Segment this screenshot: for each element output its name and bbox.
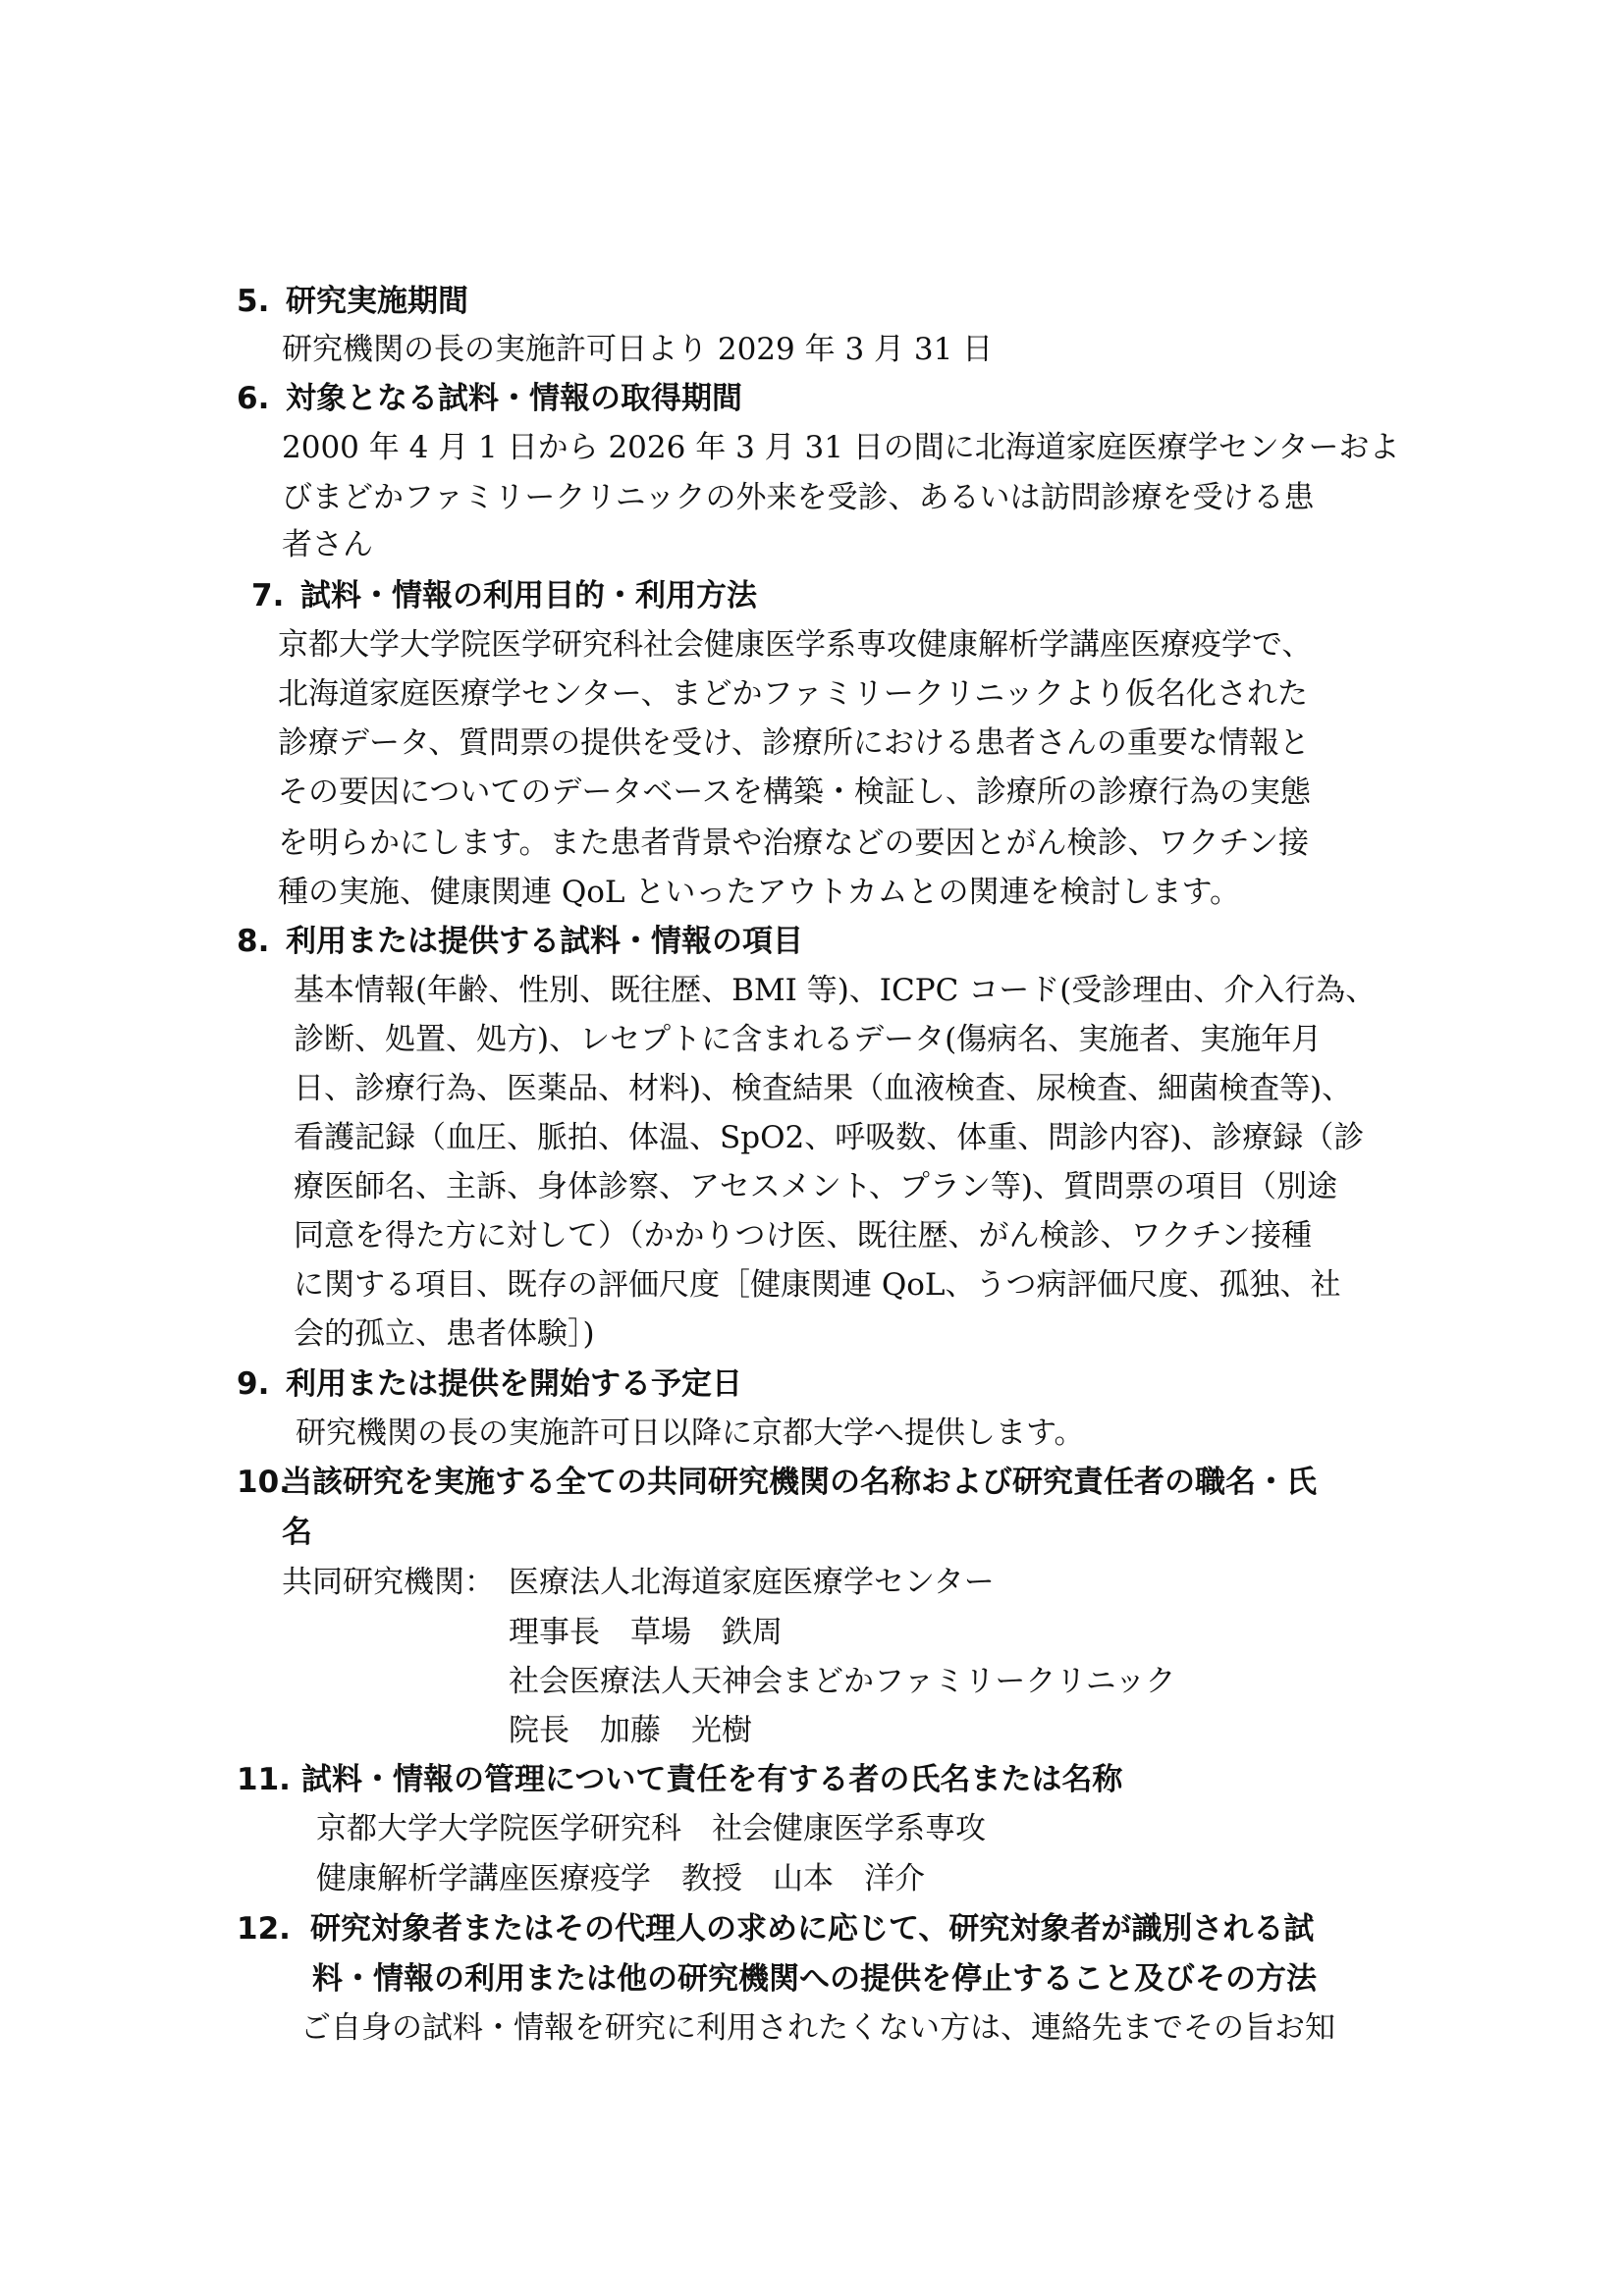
section-12-heading: [237, 1909, 1314, 1949]
section-title: 対象となる試料・情報の取得期間: [286, 381, 742, 416]
section-8-heading: [237, 922, 803, 961]
section-number: 10.: [237, 1465, 291, 1500]
section-10-body-line: 院長 加藤 光樹: [509, 1713, 752, 1748]
section-10-heading: [237, 1463, 1317, 1502]
section-6-body-line: 者さん: [282, 527, 373, 562]
section-title: 当該研究を実施する全ての共同研究機関の名称および研究責任者の職名・氏: [282, 1465, 1317, 1500]
section-7-body-line: その要因についてのデータベースを構築・検証し、診療所の診療行為の実態: [278, 774, 1311, 810]
section-number: 11.: [237, 1762, 291, 1797]
section-number: 6.: [237, 381, 270, 416]
section-7-body-line: 種の実施、健康関連 QoL といったアウトカムとの関連を検討します。: [278, 875, 1240, 910]
section-7-body-line: 京都大学大学院医学研究科社会健康医学系専攻健康解析学講座医療疫学で、: [278, 627, 1313, 663]
section-7-heading: [251, 576, 757, 615]
section-5-body-line: 研究機関の長の実施許可日より 2029 年 3 月 31 日: [282, 332, 994, 367]
section-number: 7.: [251, 578, 285, 614]
section-8-body-line: に関する項目、既存の評価尺度［健康関連 QoL、うつ病評価尺度、孤独、社: [294, 1267, 1341, 1303]
section-8-body-line: 同意を得た方に対して）（かかりつけ医、既往歴、がん検診、ワクチン接種: [294, 1218, 1312, 1254]
section-10-label: 共同研究機関：: [282, 1565, 495, 1600]
section-12-body-line: ご自身の試料・情報を研究に利用されたくない方は、連絡先までその旨お知: [300, 2010, 1335, 2046]
section-11-heading: [237, 1760, 1122, 1799]
section-9-body-line: 研究機関の長の実施許可日以降に京都大学へ提供します。: [296, 1415, 1085, 1451]
section-title: 試料・情報の利用目的・利用方法: [300, 578, 757, 614]
section-10-heading-continued: 名: [282, 1515, 312, 1550]
section-8-body-line: 日、診療行為、医薬品、材料)、検査結果（血液検査、尿検査、細菌検査等)、: [294, 1071, 1353, 1106]
section-8-body-line: 診断、処置、処方)、レセプトに含まれるデータ(傷病名、実施者、実施年月: [294, 1022, 1323, 1057]
section-11-body-line: 京都大学大学院医学研究科 社会健康医学系専攻: [316, 1811, 986, 1846]
section-5-heading: [237, 282, 468, 321]
section-8-body-line: 基本情報(年齢、性別、既往歴、BMI 等)、ICPC コード(受診理由、介入行為、: [294, 973, 1377, 1008]
section-8-body-line: 会的孤立、患者体験］): [294, 1316, 595, 1352]
section-number: 8.: [237, 924, 270, 959]
section-number: 12.: [237, 1911, 291, 1947]
section-title: 利用または提供する試料・情報の項目: [286, 924, 803, 959]
section-10-body-line: 理事長 草場 鉄周: [509, 1615, 783, 1650]
section-number: 9.: [237, 1366, 270, 1402]
section-12-heading-continued: 料・情報の利用または他の研究機関への提供を停止すること及びその方法: [312, 1961, 1317, 1997]
section-title: 研究実施期間: [286, 284, 468, 319]
section-7-body-line: 北海道家庭医療学センター、まどかファミリークリニックより仮名化された: [278, 676, 1309, 712]
section-title: 利用または提供を開始する予定日: [286, 1366, 742, 1402]
section-6-body-line: びまどかファミリークリニックの外来を受診、あるいは訪問診療を受ける患: [282, 480, 1315, 515]
section-9-heading: [237, 1364, 742, 1404]
section-title: 研究対象者またはその代理人の求めに応じて、研究対象者が識別される試: [310, 1911, 1315, 1947]
section-number: 5.: [237, 284, 270, 319]
section-6-body-line: 2000 年 4 月 1 日から 2026 年 3 月 31 日の間に北海道家庭医療学センターおよ: [282, 430, 1400, 465]
section-8-body-line: 療医師名、主訴、身体診察、アセスメント、プラン等)、質問票の項目（別途: [294, 1169, 1337, 1204]
section-title: 試料・情報の管理について責任を有する者の氏名または名称: [301, 1762, 1123, 1797]
section-10-body-line: 社会医療法人天神会まどかファミリークリニック: [509, 1664, 1176, 1699]
section-7-body-line: 診療データ、質問票の提供を受け、診療所における患者さんの重要な情報と: [278, 725, 1310, 761]
section-8-body-line: 看護記録（血圧、脈拍、体温、SpO2、呼吸数、体重、問診内容)、診療録（診: [294, 1120, 1365, 1155]
section-7-body-line: を明らかにします。また患者背景や治療などの要因とがん検診、ワクチン接: [278, 826, 1309, 861]
section-10-body-line: 医療法人北海道家庭医療学センター: [509, 1565, 995, 1600]
section-11-body-line: 健康解析学講座医療疫学 教授 山本 洋介: [316, 1861, 925, 1896]
section-6-heading: [237, 379, 742, 418]
